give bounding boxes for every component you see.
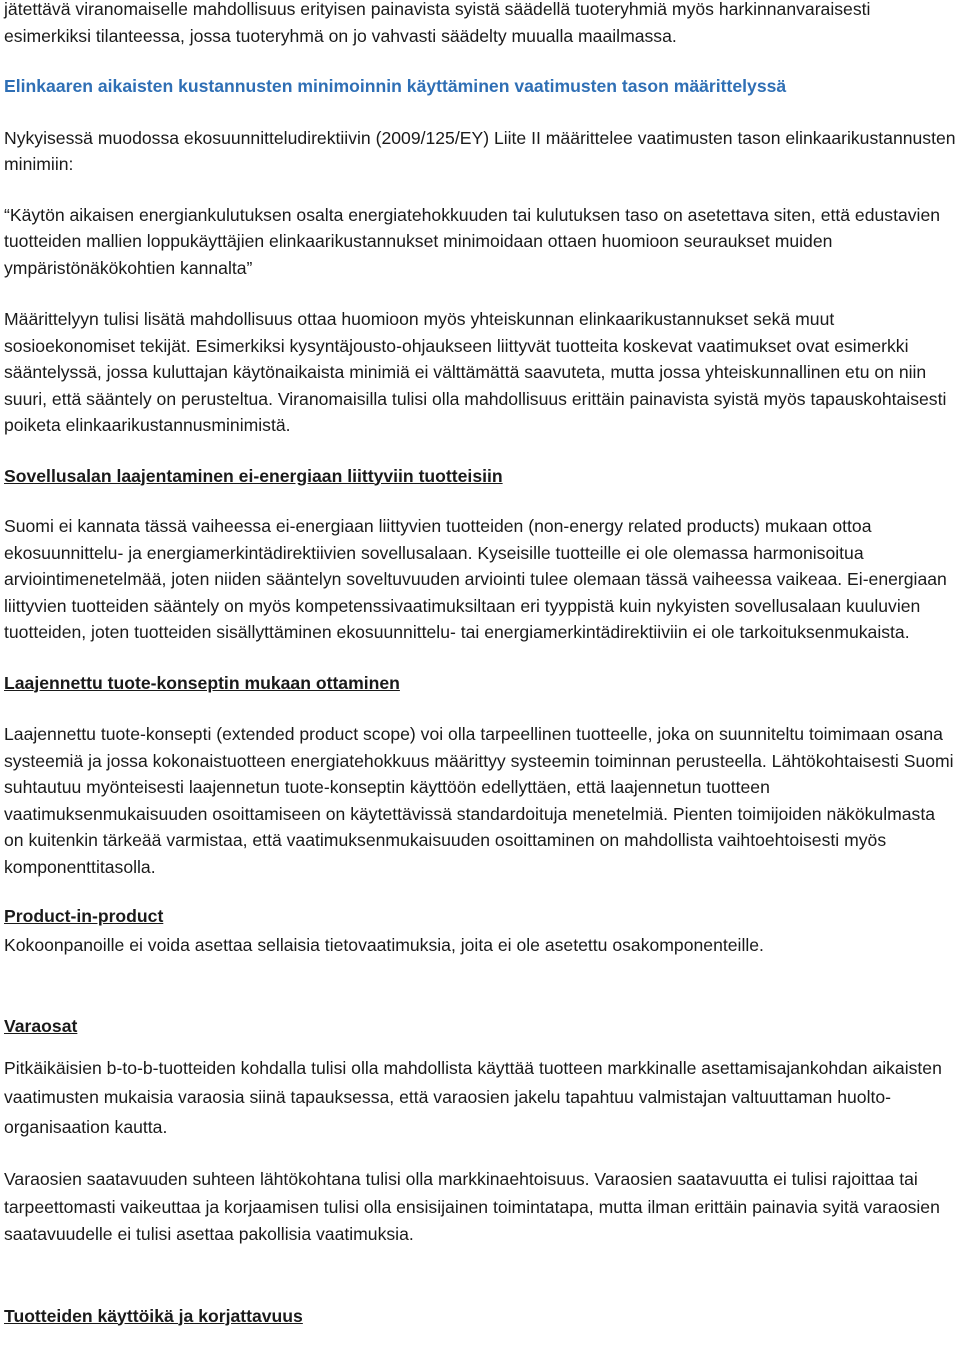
section-heading-product-in-product: Product-in-product	[4, 906, 164, 926]
section-heading-lifecycle-costs: Elinkaaren aikaisten kustannusten minimoinnin käyttäminen vaatimusten tason määrittelyssä	[4, 76, 787, 96]
section-heading-lifetime-repairability: Tuotteiden käyttöikä ja korjattavuus	[4, 1305, 303, 1326]
scope-extension-paragraph: Suomi ei kannata tässä vaiheessa ei-energiaan liittyvien tuotteiden (non-energy related products) mukaan ottoa ekosuunnittelu- ja energiamerkintädirektiivien sovellusalaan. Kyseisille tuotteille ei ole olemassa harmonisoitua arviointimenetelmää, joten niiden sääntelyn soveltuvuuden arviointi tulee olemaan tässä vaiheessa vaikeaa. Ei-energiaan liittyvien tuotteiden sääntely on myös kompetenssivaatimuksiltaan eri tyyppistä kuin nykyisten sovellusalaan kuuluvien tuotteiden, joten tuotteiden sisällyttäminen ekosuunnittelu- tai energiamerkintädirektiiviin ei ole tarkoituksenmukaista.	[4, 516, 947, 642]
spare-parts-paragraph-2: Varaosien saatavuuden suhteen lähtökohtana tulisi olla markkinaehtoisuus. Varaosien saatavuutta ei tulisi rajoittaa tai tarpeettomasti vaikeuttaa ja korjaamisen tulisi olla ensisijainen toimintatapa, mutta ilman erittäin painavia syitä varaosien saatavuudelle ei tulisi asettaa pakollisia vaatimuksia.	[4, 1169, 940, 1244]
section-heading-spare-parts: Varaosat	[4, 1016, 78, 1036]
extended-product-paragraph: Laajennettu tuote-konsepti (extended product scope) voi olla tarpeellinen tuotteelle, joka on suunniteltu toimimaan osana systeemiä ja jossa kokonaistuotteen energiatehokkuus määrittyy systeemin toiminnan perusteella. Lähtökohtaisesti Suomi suhtautuu myönteisesti laajennetun tuote-konseptin käyttöön edellyttäen, että laajennetun tuotteen vaatimuksenmukaisuuden osoittamiseen on käytettävissä standardoituja menetelmiä. Pienten toimijoiden näkökulmasta on kuitenkin tärkeää varmistaa, että vaatimuksenmukaisuuden osoittaminen on mahdollista vaihtoehtoisesti myös komponenttitasolla.	[4, 724, 954, 877]
document-page	[4, 0, 958, 1329]
product-in-product-paragraph: Kokoonpanoille ei voida asettaa sellaisia tietovaatimuksia, joita ei ole asetettu osakomponenteille.	[4, 934, 764, 955]
lifecycle-quote: “Käytön aikaisen energiankulutuksen osalta energiatehokkuuden tai kulutuksen taso on asetettava siten, että edustavien tuotteiden mallien loppukäyttäjien elinkaarikustannukset minimoidaan ottaen huomioon seuraukset muiden ympäristönäkökohtien kannalta”	[4, 204, 941, 278]
section-heading-extended-product: Laajennettu tuote-konseptin mukaan ottaminen	[4, 672, 400, 693]
spare-parts-paragraph-1: Pitkäikäisien b-to-b-tuotteiden kohdalla tulisi olla mahdollista käyttää tuotteen markkinalle asettamisajankohdan aikaisten vaatimusten mukaisia varaosia siinä tapauksessa, että varaosien jakelu tapahtuu valmistajan valtuuttaman huolto-organisaation kautta.	[4, 1057, 942, 1137]
section-heading-scope-extension: Sovellusalan laajentaminen ei-energiaan liittyviin tuotteisiin	[4, 465, 503, 486]
lifecycle-paragraph-1: Nykyisessä muodossa ekosuunnitteludirektiivin (2009/125/EY) Liite II määrittelee vaatimusten tason elinkaarikustannusten minimiin:	[4, 127, 956, 174]
lifecycle-paragraph-2: Määrittelyyn tulisi lisätä mahdollisuus ottaa huomioon myös yhteiskunnan elinkaarikustannukset sekä muut sosioekonomiset tekijät. Esimerkiksi kysyntäjousto-ohjaukseen liittyvät tuotteita koskevat vaatimukset ovat esimerkki sääntelyssä, jossa kuluttajan käytönaikaista minimiä ei välttämättä saavuteta, mutta jossa yhteiskunnallinen etu on niin suuri, että sääntely on perusteltua. Viranomaisilla tulisi olla mahdollisuus erittäin painavista syistä myös tapauskohtaisesti poiketa elinkaarikustannusminimistä.	[4, 309, 947, 435]
intro-paragraph: jätettävä viranomaiselle mahdollisuus erityisen painavista syistä säädellä tuoteryhmiä myös harkinnanvaraisesti esimerkiksi tilanteessa, jossa tuoteryhmä on jo vahvasti säädelty muualla maailmassa.	[4, 0, 871, 46]
